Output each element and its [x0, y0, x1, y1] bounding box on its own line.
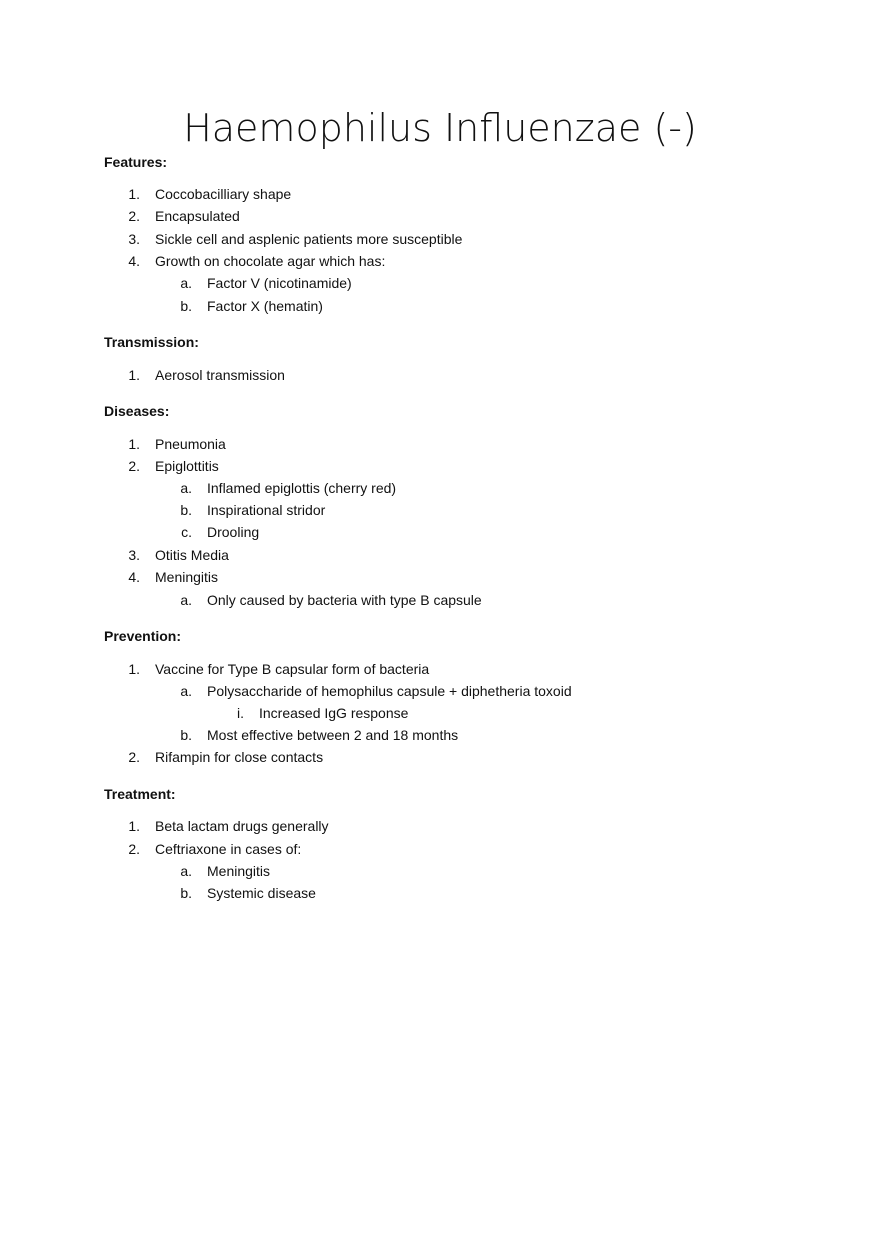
list-item-text: Factor V (nicotinamide): [207, 275, 352, 291]
list-marker: 1.: [128, 818, 140, 834]
list-item-text: Vaccine for Type B capsular form of bacteria: [155, 661, 430, 677]
list-item-text: Meningitis: [155, 569, 219, 585]
list-marker: 2.: [128, 749, 140, 765]
list-item-text: Only caused by bacteria with type B capsule: [207, 592, 482, 608]
list-marker: a.: [180, 683, 192, 699]
list-marker: 4.: [128, 253, 140, 269]
list-marker: b.: [180, 727, 192, 743]
section-heading-prevention: Prevention:: [104, 628, 182, 644]
list-marker: a.: [180, 480, 192, 496]
list-item-text: Growth on chocolate agar which has:: [155, 253, 386, 269]
list-item-text: Inflamed epiglottis (cherry red): [207, 480, 397, 496]
list-marker: i.: [237, 705, 244, 721]
list-marker: c.: [181, 524, 192, 540]
list-item-text: Beta lactam drugs generally: [155, 818, 329, 834]
list-marker: 4.: [128, 569, 140, 585]
list-item-text: Coccobacilliary shape: [155, 186, 292, 202]
list-marker: 1.: [128, 186, 140, 202]
list-item-text: Most effective between 2 and 18 months: [207, 727, 459, 743]
list-marker: 2.: [128, 208, 140, 224]
list-item-text: Pneumonia: [155, 436, 226, 452]
list-item-text: Increased IgG response: [259, 705, 409, 721]
list-marker: a.: [180, 592, 192, 608]
list-marker: 3.: [128, 231, 140, 247]
list-marker: 2.: [128, 458, 140, 474]
page-title: Haemophilus Influenzae (-): [183, 106, 697, 150]
list-item-text: Drooling: [207, 524, 260, 540]
section-heading-features: Features:: [104, 154, 168, 170]
list-marker: a.: [180, 275, 192, 291]
list-marker: 1.: [128, 661, 140, 677]
list-marker: 3.: [128, 547, 140, 563]
list-item-text: Factor X (hematin): [207, 298, 323, 314]
section-heading-transmission: Transmission:: [104, 334, 199, 350]
list-marker: 2.: [128, 841, 140, 857]
list-item-text: Rifampin for close contacts: [155, 749, 324, 765]
list-marker: b.: [180, 298, 192, 314]
list-item-text: Inspirational stridor: [207, 502, 326, 518]
list-item-text: Polysaccharide of hemophilus capsule + diphetheria toxoid: [207, 683, 572, 699]
list-item-text: Otitis Media: [155, 547, 229, 563]
list-item-text: Sickle cell and asplenic patients more susceptible: [155, 231, 463, 247]
list-marker: 1.: [128, 367, 140, 383]
list-item-text: Systemic disease: [207, 885, 316, 901]
section-heading-diseases: Diseases:: [104, 403, 170, 419]
list-marker: a.: [180, 863, 192, 879]
list-item-text: Aerosol transmission: [155, 367, 285, 383]
list-marker: b.: [180, 502, 192, 518]
list-item-text: Meningitis: [207, 863, 271, 879]
list-item-text: Ceftriaxone in cases of:: [155, 841, 302, 857]
list-marker: 1.: [128, 436, 140, 452]
list-item-text: Epiglottitis: [155, 458, 219, 474]
list-marker: b.: [180, 885, 192, 901]
section-heading-treatment: Treatment:: [104, 786, 176, 802]
list-item-text: Encapsulated: [155, 208, 240, 224]
